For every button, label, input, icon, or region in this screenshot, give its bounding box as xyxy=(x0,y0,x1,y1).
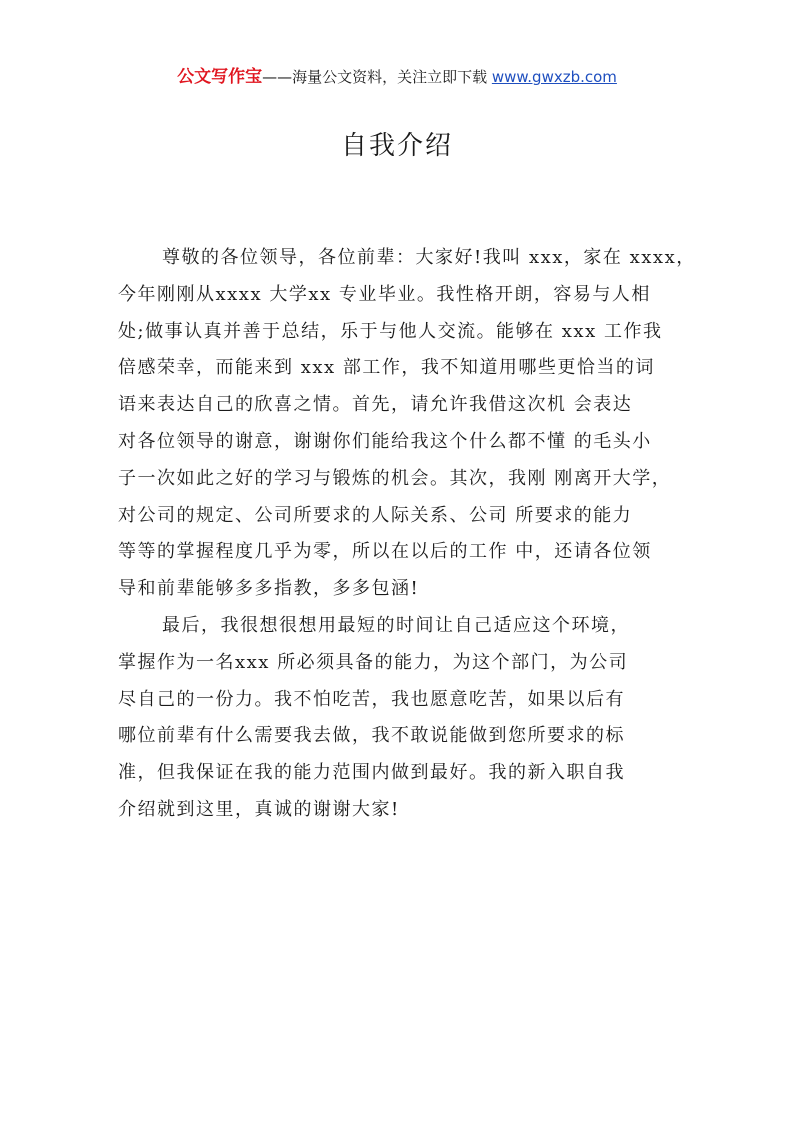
paragraph-line: 介绍就到这里，真诚的谢谢大家! xyxy=(118,798,400,820)
paragraph-line: 对公司的规定、公司所要求的人际关系、公司 所要求的能力 xyxy=(118,504,633,526)
paragraph-line: 尽自己的一份力。我不怕吃苦，我也愿意吃苦，如果以后有 xyxy=(118,688,625,710)
brand-name: 公文写作宝 xyxy=(177,67,263,87)
paragraph-line: 处;做事认真并善于总结，乐于与他人交流。能够在 xxx 工作我 xyxy=(118,320,663,342)
paragraph-line: 倍感荣幸，而能来到 xxx 部工作，我不知道用哪些更恰当的词 xyxy=(118,357,655,379)
paragraph-line: 语来表达自己的欣喜之情。首先，请允许我借这次机 会表达 xyxy=(118,394,633,416)
page-header xyxy=(0,66,794,88)
paragraph-line: 子一次如此之好的学习与锻炼的机会。其次，我刚 刚离开大学， xyxy=(118,467,672,489)
paragraph-line: 哪位前辈有什么需要我去做，我不敢说能做到您所要求的标 xyxy=(118,725,625,747)
paragraph-line: 掌握作为一名xxx 所必须具备的能力，为这个部门，为公司 xyxy=(118,651,629,673)
paragraph-line: 最后，我很想很想用最短的时间让自己适应这个环境， xyxy=(162,614,630,636)
paragraph-line: 今年刚刚从xxxx 大学xx 专业毕业。我性格开朗，容易与人相 xyxy=(118,283,651,305)
site-link[interactable]: www.gwxzb.com xyxy=(491,68,617,86)
paragraph-line: 等等的掌握程度几乎为零，所以在以后的工作 中，还请各位领 xyxy=(118,541,652,563)
header-tagline: ——海量公文资料，关注立即下载 xyxy=(262,68,492,86)
document-title: 自我介绍 xyxy=(340,131,453,161)
paragraph-line: 尊敬的各位领导，各位前辈：大家好!我叫 xxx，家在 xxxx， xyxy=(162,247,696,268)
paragraph-line: 对各位领导的谢意，谢谢你们能给我这个什么都不懂 的毛头小 xyxy=(118,430,652,452)
paragraph-line: 导和前辈能够多多指教，多多包涵! xyxy=(118,578,420,600)
document-body xyxy=(118,240,708,829)
paragraph-line: 准，但我保证在我的能力范围内做到最好。我的新入职自我 xyxy=(118,762,625,784)
